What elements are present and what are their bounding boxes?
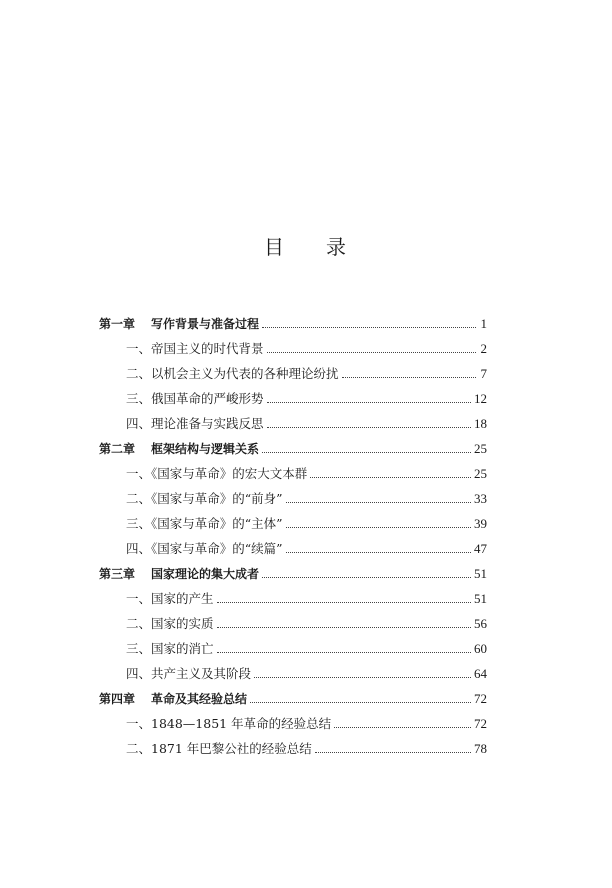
page-number: 60 bbox=[474, 641, 487, 656]
toc-section[interactable] bbox=[126, 587, 487, 607]
page-number: 25 bbox=[474, 441, 487, 456]
toc-chapter-2[interactable] bbox=[99, 437, 487, 457]
dot-leader bbox=[267, 352, 476, 353]
chapter-title: 框架结构与逻辑关系 bbox=[151, 442, 260, 456]
toc-section[interactable] bbox=[126, 737, 487, 757]
toc-section[interactable] bbox=[126, 662, 487, 682]
chapter-number: 第四章 bbox=[99, 692, 136, 706]
dot-leader bbox=[286, 552, 471, 553]
dot-leader bbox=[315, 752, 471, 753]
page-number: 51 bbox=[474, 566, 487, 581]
dot-leader bbox=[254, 677, 471, 678]
page-number: 47 bbox=[474, 541, 487, 556]
toc-section[interactable] bbox=[126, 387, 487, 407]
section-title: 一、1848—1851 年革命的经验总结 bbox=[126, 716, 332, 731]
section-title: 二、以机会主义为代表的各种理论纷扰 bbox=[126, 366, 339, 381]
toc-section[interactable] bbox=[126, 462, 487, 482]
toc-section[interactable] bbox=[126, 337, 487, 357]
section-title: 一、帝国主义的时代背景 bbox=[126, 341, 264, 356]
toc-section[interactable] bbox=[126, 637, 487, 657]
chapter-number: 第一章 bbox=[99, 317, 136, 331]
section-title: 二、《国家与革命》的“前身” bbox=[126, 491, 283, 506]
toc-section[interactable] bbox=[126, 487, 487, 507]
section-title: 三、国家的消亡 bbox=[126, 641, 214, 656]
page-number: 7 bbox=[480, 366, 487, 381]
toc-section[interactable] bbox=[126, 512, 487, 532]
dot-leader bbox=[310, 477, 471, 478]
section-title: 一、《国家与革命》的宏大文本群 bbox=[126, 466, 308, 481]
dot-leader bbox=[250, 702, 471, 703]
section-title: 二、1871 年巴黎公社的经验总结 bbox=[126, 741, 312, 756]
title-char-2: 录 bbox=[326, 235, 348, 259]
toc-section[interactable] bbox=[126, 412, 487, 432]
dot-leader bbox=[262, 452, 471, 453]
dot-leader bbox=[286, 527, 471, 528]
chapter-title: 国家理论的集大成者 bbox=[151, 567, 260, 581]
toc-chapter-3[interactable] bbox=[99, 562, 487, 582]
page-number: 12 bbox=[474, 391, 487, 406]
dot-leader bbox=[217, 602, 471, 603]
toc-chapter-1[interactable] bbox=[99, 312, 487, 332]
page-number: 18 bbox=[474, 416, 487, 431]
page-number: 72 bbox=[474, 691, 487, 706]
dot-leader bbox=[262, 327, 476, 328]
page-number: 25 bbox=[474, 466, 487, 481]
dot-leader bbox=[217, 627, 471, 628]
page-number: 2 bbox=[480, 341, 487, 356]
dot-leader bbox=[342, 377, 476, 378]
toc-section[interactable] bbox=[126, 612, 487, 632]
section-title: 四、理论准备与实践反思 bbox=[126, 416, 264, 431]
dot-leader bbox=[267, 427, 471, 428]
toc-section[interactable] bbox=[126, 362, 487, 382]
chapter-number: 第二章 bbox=[99, 442, 136, 456]
page-number: 1 bbox=[480, 316, 487, 331]
section-title: 四、《国家与革命》的“续篇” bbox=[126, 541, 283, 556]
section-title: 一、国家的产生 bbox=[126, 591, 214, 606]
toc-section[interactable] bbox=[126, 537, 487, 557]
toc-section[interactable] bbox=[126, 712, 487, 732]
section-title: 二、国家的实质 bbox=[126, 616, 214, 631]
page-number: 33 bbox=[474, 491, 487, 506]
dot-leader bbox=[267, 402, 471, 403]
dot-leader bbox=[286, 502, 471, 503]
chapter-number: 第三章 bbox=[99, 567, 136, 581]
dot-leader bbox=[262, 577, 471, 578]
dot-leader bbox=[334, 727, 471, 728]
section-title: 三、俄国革命的严峻形势 bbox=[126, 391, 264, 406]
page-number: 72 bbox=[474, 716, 487, 731]
page-number: 51 bbox=[474, 591, 487, 606]
chapter-title: 革命及其经验总结 bbox=[151, 692, 248, 706]
page-number: 64 bbox=[474, 666, 487, 681]
title-char-1: 目 bbox=[264, 235, 286, 259]
page-number: 56 bbox=[474, 616, 487, 631]
page-number: 78 bbox=[474, 741, 487, 756]
toc-chapter-4[interactable] bbox=[99, 687, 487, 707]
section-title: 四、共产主义及其阶段 bbox=[126, 666, 252, 681]
dot-leader bbox=[217, 652, 471, 653]
section-title: 三、《国家与革命》的“主体” bbox=[126, 516, 283, 531]
page-number: 39 bbox=[474, 516, 487, 531]
chapter-title: 写作背景与准备过程 bbox=[151, 317, 260, 331]
